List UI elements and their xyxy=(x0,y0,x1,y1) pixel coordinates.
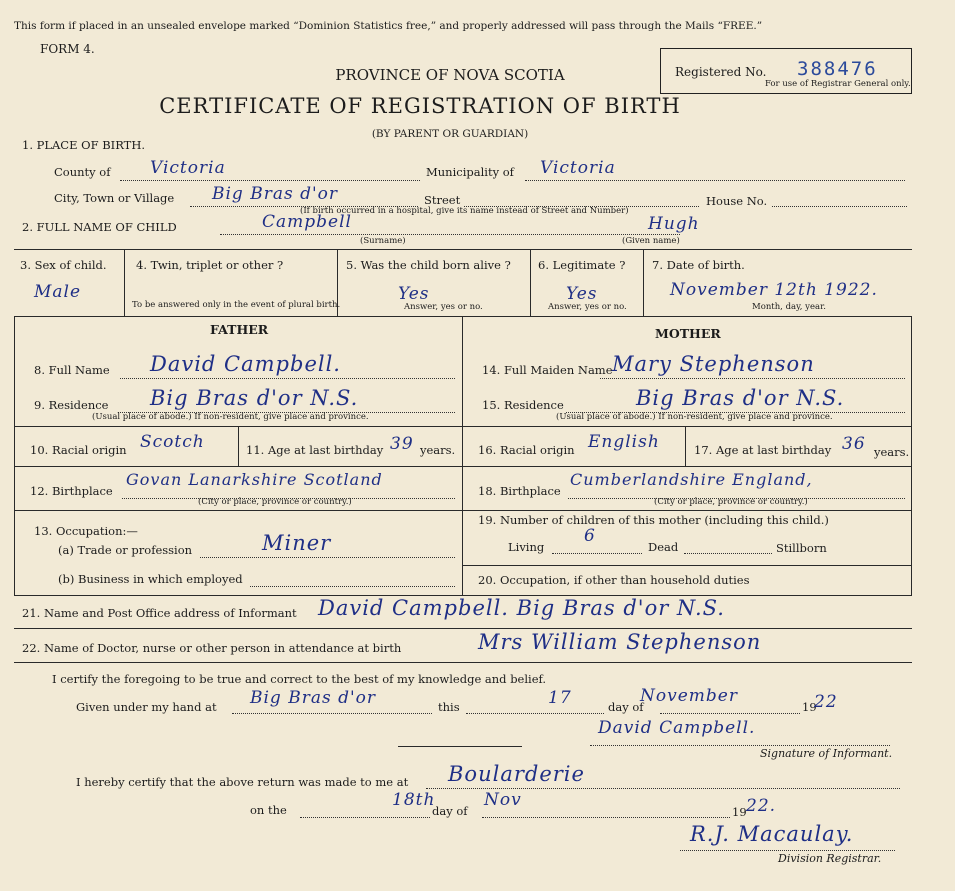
date-note: Month, day, year. xyxy=(752,302,826,312)
registered-number: 388476 xyxy=(797,58,878,80)
informant-signature: David Campbell. xyxy=(598,718,756,738)
given-note: (Given name) xyxy=(622,236,680,246)
registrar-signature: R.J. Macaulay. xyxy=(690,822,854,846)
given-day: 17 xyxy=(548,688,572,708)
mother-residence-note: (Usual place of abode.) If non-resident, give place and province. xyxy=(556,412,833,422)
page-subtitle: (BY PARENT OR GUARDIAN) xyxy=(371,128,529,140)
hospital-note: (If birth occurred in a hospital, give its name instead of Street and Number) xyxy=(300,206,629,216)
twin-note: To be answered only in the event of plural birth. xyxy=(132,300,341,310)
page-title: CERTIFICATE OF REGISTRATION OF BIRTH xyxy=(159,94,681,118)
living-label: Living xyxy=(508,540,545,554)
county-label: County of xyxy=(54,165,111,179)
mother-racial: English xyxy=(588,432,660,452)
given-year: 22 xyxy=(814,692,838,712)
registrar-day: 18th xyxy=(392,790,436,810)
business-label: (b) Business in which employed xyxy=(58,572,243,586)
doctor-label: 22. Name of Doctor, nurse or other person in attendance at birth xyxy=(22,641,402,655)
father-years: years. xyxy=(420,443,456,457)
father-name-label: 8. Full Name xyxy=(34,363,110,377)
dead-label: Dead xyxy=(648,540,679,554)
place-of-birth-heading: 1. PLACE OF BIRTH. xyxy=(22,138,146,152)
registrar-statement: I hereby certify that the above return was made to me at xyxy=(76,775,409,789)
street-label: Street xyxy=(424,193,461,207)
registrar-year: 22. xyxy=(746,796,777,816)
father-birthplace-label: 12. Birthplace xyxy=(30,484,113,498)
alive-label: 5. Was the child born alive ? xyxy=(346,258,511,272)
county-value: Victoria xyxy=(150,158,226,178)
registered-label: Registered No. xyxy=(675,65,767,79)
alive-value: Yes xyxy=(398,284,430,304)
mail-notice: This form if placed in an unsealed envelope marked “Dominion Statistics free,” and properly addressed will pass through the Mails “FREE.” xyxy=(14,20,763,32)
father-residence: Big Bras d'or N.S. xyxy=(150,386,359,410)
father-birthplace-note: (City or place, province or country.) xyxy=(198,497,352,507)
given-place: Big Bras d'or xyxy=(250,688,377,708)
father-birthplace: Govan Lanarkshire Scotland xyxy=(126,470,383,489)
mother-age: 36 xyxy=(842,434,866,454)
surname-note: (Surname) xyxy=(360,236,406,246)
city-label: City, Town or Village xyxy=(54,191,175,205)
sex-label: 3. Sex of child. xyxy=(20,258,107,272)
registrar-year-prefix: 19 xyxy=(732,805,747,819)
mother-age-label: 17. Age at last birthday xyxy=(694,443,832,457)
father-occupation-label: 13. Occupation:— xyxy=(34,524,138,538)
signature-label: Signature of Informant. xyxy=(760,747,893,760)
given-month: November xyxy=(640,686,738,706)
twin-label: 4. Twin, triplet or other ? xyxy=(136,258,284,272)
child-given-name: Hugh xyxy=(648,214,700,234)
child-name-label: 2. FULL NAME OF CHILD xyxy=(22,220,177,234)
stillborn-label: Stillborn xyxy=(776,541,827,555)
father-age-label: 11. Age at last birthday xyxy=(246,443,384,457)
mother-name-label: 14. Full Maiden Name xyxy=(482,363,613,377)
province-heading: PROVINCE OF NOVA SCOTIA xyxy=(335,66,565,84)
registrar-month: Nov xyxy=(484,790,522,810)
house-label: House No. xyxy=(706,194,768,208)
mother-name: Mary Stephenson xyxy=(612,352,815,376)
doctor-value: Mrs William Stephenson xyxy=(478,630,762,654)
children-label: 19. Number of children of this mother (including this child.) xyxy=(478,513,829,527)
living-value: 6 xyxy=(584,526,596,546)
father-heading: FATHER xyxy=(210,322,269,337)
mother-residence: Big Bras d'or N.S. xyxy=(636,386,845,410)
legitimate-value: Yes xyxy=(566,284,598,304)
sex-value: Male xyxy=(34,282,82,302)
mother-birthplace: Cumberlandshire England, xyxy=(570,470,813,489)
father-residence-note: (Usual place of abode.) If non-resident, give place and province. xyxy=(92,412,369,422)
given-day-of: day of xyxy=(608,700,644,714)
municipality-value: Victoria xyxy=(540,158,616,178)
mother-racial-label: 16. Racial origin xyxy=(478,443,575,457)
informant-label: 21. Name and Post Office address of Informant xyxy=(22,606,297,620)
given-year-prefix: 19 xyxy=(802,700,817,714)
form-number: FORM 4. xyxy=(40,42,95,56)
informant-value: David Campbell. Big Bras d'or N.S. xyxy=(318,596,725,620)
trade-label: (a) Trade or profession xyxy=(58,543,193,557)
city-value: Big Bras d'or xyxy=(212,184,339,204)
mother-residence-label: 15. Residence xyxy=(482,398,564,412)
father-trade: Miner xyxy=(262,531,332,555)
mother-years: years. xyxy=(874,445,910,459)
father-name: David Campbell. xyxy=(150,352,341,376)
father-racial: Scotch xyxy=(140,432,205,452)
legitimate-label: 6. Legitimate ? xyxy=(538,258,626,272)
registrar-place: Boularderie xyxy=(448,762,585,786)
registrar-on-label: on the xyxy=(250,803,287,817)
mother-birthplace-note: (City or place, province or country.) xyxy=(654,497,808,507)
birth-date-value: November 12th 1922. xyxy=(670,280,878,300)
alive-note: Answer, yes or no. xyxy=(404,302,483,312)
registrar-day-of: day of xyxy=(432,804,468,818)
municipality-label: Municipality of xyxy=(426,165,514,179)
father-racial-label: 10. Racial origin xyxy=(30,443,127,457)
this-label: this xyxy=(438,700,460,714)
mother-occupation-label: 20. Occupation, if other than household duties xyxy=(478,573,750,587)
father-residence-label: 9. Residence xyxy=(34,398,109,412)
registered-box xyxy=(660,48,912,94)
registrar-title: Division Registrar. xyxy=(778,852,882,865)
child-surname: Campbell xyxy=(262,212,352,232)
mother-birthplace-label: 18. Birthplace xyxy=(478,484,561,498)
legitimate-note: Answer, yes or no. xyxy=(548,302,627,312)
given-label: Given under my hand at xyxy=(76,700,217,714)
mother-heading: MOTHER xyxy=(655,326,721,341)
registered-note: For use of Registrar General only. xyxy=(765,79,911,89)
father-age: 39 xyxy=(390,434,414,454)
certify-statement: I certify the foregoing to be true and correct to the best of my knowledge and belief. xyxy=(52,672,547,686)
date-label: 7. Date of birth. xyxy=(652,258,745,272)
